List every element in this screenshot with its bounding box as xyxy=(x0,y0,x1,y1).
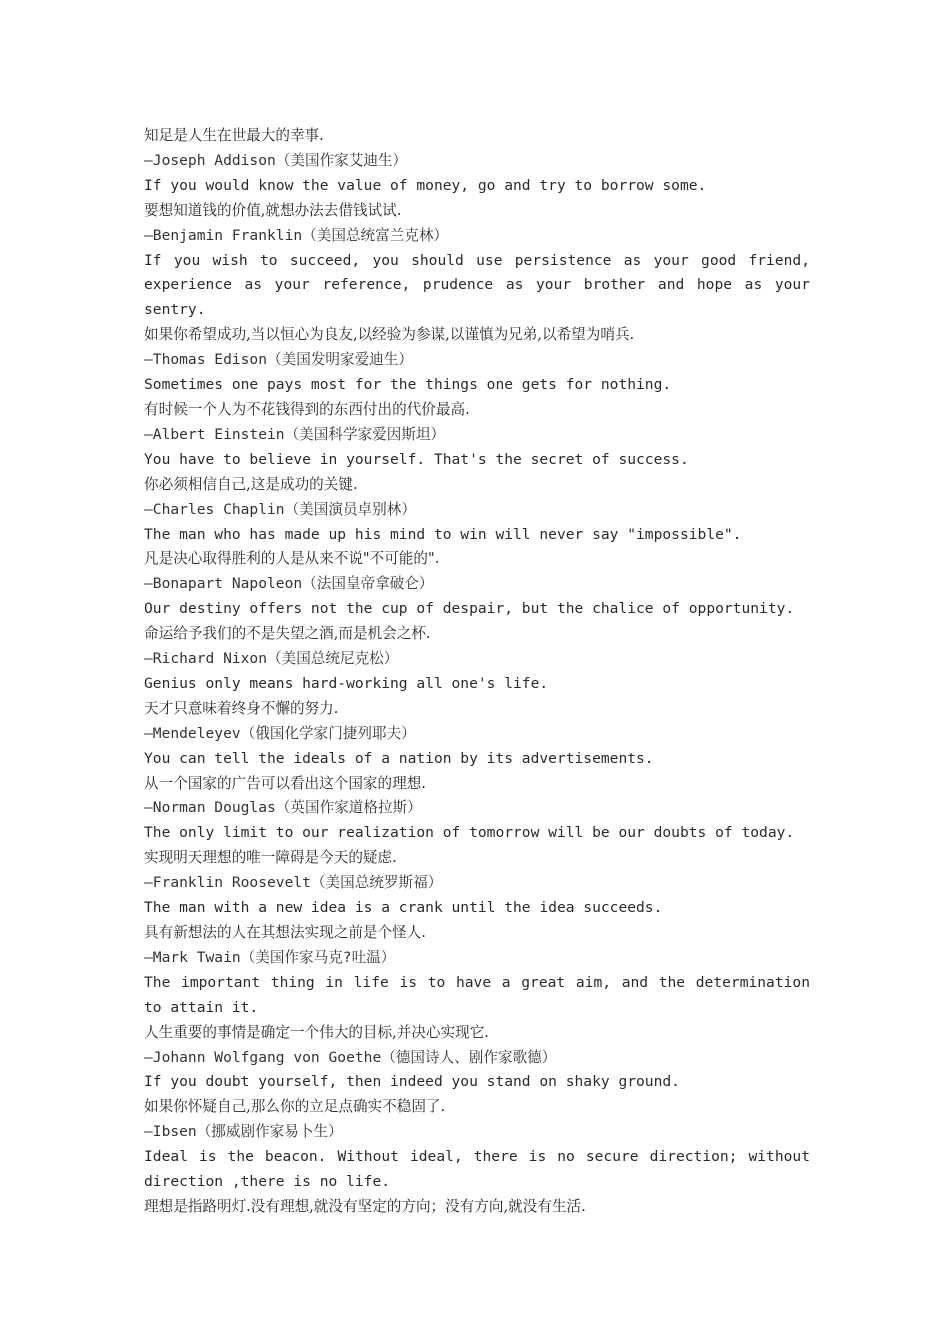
english-quote-line: If you wish to succeed, you should use persistence as your good friend, xyxy=(144,251,810,269)
chinese-translation-line: 要想知道钱的价值,就想办法去借钱试试. xyxy=(144,201,402,219)
chinese-translation-line: 人生重要的事情是确定一个伟大的目标,并决心实现它. xyxy=(144,1023,489,1041)
english-quote-line: The important thing in life is to have a great aim, and the determination xyxy=(144,973,810,991)
english-quote-line: Ideal is the beacon. Without ideal, there is no secure direction; without xyxy=(144,1148,810,1166)
quote-author-line: —Benjamin Franklin（美国总统富兰克林） xyxy=(144,226,449,244)
quote-author-line: —Johann Wolfgang von Goethe（德国诗人、剧作家歌德） xyxy=(144,1048,557,1066)
quote-author-line: —Joseph Addison（美国作家艾迪生） xyxy=(144,151,408,169)
english-quote-line: You have to believe in yourself. That's the secret of success. xyxy=(144,450,689,468)
chinese-translation-line: 如果你怀疑自己,那么你的立足点确实不稳固了. xyxy=(144,1098,446,1116)
document-body xyxy=(144,124,810,1220)
english-quote-line: direction ,there is no life. xyxy=(144,1173,391,1191)
english-quote-line: Our destiny offers not the cup of despair, but the chalice of opportunity. xyxy=(144,600,795,618)
chinese-translation-line: 凡是决心取得胜利的人是从来不说"不可能的". xyxy=(144,550,440,568)
english-quote-line: The man who has made up his mind to win will never say "impossible". xyxy=(144,525,742,543)
english-quote-line: sentry. xyxy=(144,301,206,319)
english-quote-line: The only limit to our realization of tomorrow will be our doubts of today. xyxy=(144,824,795,842)
quote-author-line: —Mendeleyev（俄国化学家门捷列耶夫） xyxy=(144,724,416,742)
quote-author-line: —Bonapart Napoleon（法国皇帝拿破仑） xyxy=(144,575,434,593)
quote-author-line: —Franklin Roosevelt（美国总统罗斯福） xyxy=(144,874,443,892)
english-quote-line: If you would know the value of money, go and try to borrow some. xyxy=(144,176,707,194)
english-quote-line: experience as your reference, prudence as your brother and hope as your xyxy=(144,276,810,294)
quote-author-line: —Albert Einstein（美国科学家爱因斯坦） xyxy=(144,425,446,443)
chinese-translation-line: 具有新想法的人在其想法实现之前是个怪人. xyxy=(144,924,426,941)
chinese-translation-line: 天才只意味着终身不懈的努力. xyxy=(144,699,339,717)
english-quote-line: The man with a new idea is a crank until the idea succeeds. xyxy=(144,899,663,917)
quote-author-line: —Thomas Edison（美国发明家爱迪生） xyxy=(144,351,413,369)
chinese-translation-line: 有时候一个人为不花钱得到的东西付出的代价最高. xyxy=(144,400,470,418)
quote-author-line: —Richard Nixon（美国总统尼克松） xyxy=(144,650,399,668)
chinese-translation-line: 从一个国家的广告可以看出这个国家的理想. xyxy=(144,774,426,792)
chinese-translation-line: 知足是人生在世最大的幸事. xyxy=(144,127,324,144)
chinese-translation-line: 实现明天理想的唯一障碍是今天的疑虑. xyxy=(144,849,397,867)
english-quote-line: Sometimes one pays most for the things one gets for nothing. xyxy=(144,376,672,394)
chinese-translation-line: 理想是指路明灯.没有理想,就没有坚定的方向；没有方向,就没有生活. xyxy=(144,1197,586,1215)
quote-author-line: —Ibsen（挪威剧作家易卜生） xyxy=(144,1123,343,1141)
english-quote-line: to attain it. xyxy=(144,998,259,1016)
quote-author-line: —Norman Douglas（英国作家道格拉斯） xyxy=(144,799,422,817)
english-quote-line: Genius only means hard-working all one's life. xyxy=(144,674,549,692)
english-quote-line: If you doubt yourself, then indeed you stand on shaky ground. xyxy=(144,1073,680,1091)
english-quote-line: You can tell the ideals of a nation by its advertisements. xyxy=(144,749,654,767)
chinese-translation-line: 你必须相信自己,这是成功的关键. xyxy=(144,475,358,493)
quote-author-line: —Charles Chaplin（美国演员卓别林） xyxy=(144,500,416,518)
chinese-translation-line: 命运给予我们的不是失望之酒,而是机会之杯. xyxy=(144,625,431,643)
chinese-translation-line: 如果你希望成功,当以恒心为良友,以经验为参谋,以谨慎为兄弟,以希望为哨兵. xyxy=(144,326,635,344)
quote-author-line: —Mark Twain（美国作家马克?吐温） xyxy=(144,948,396,966)
